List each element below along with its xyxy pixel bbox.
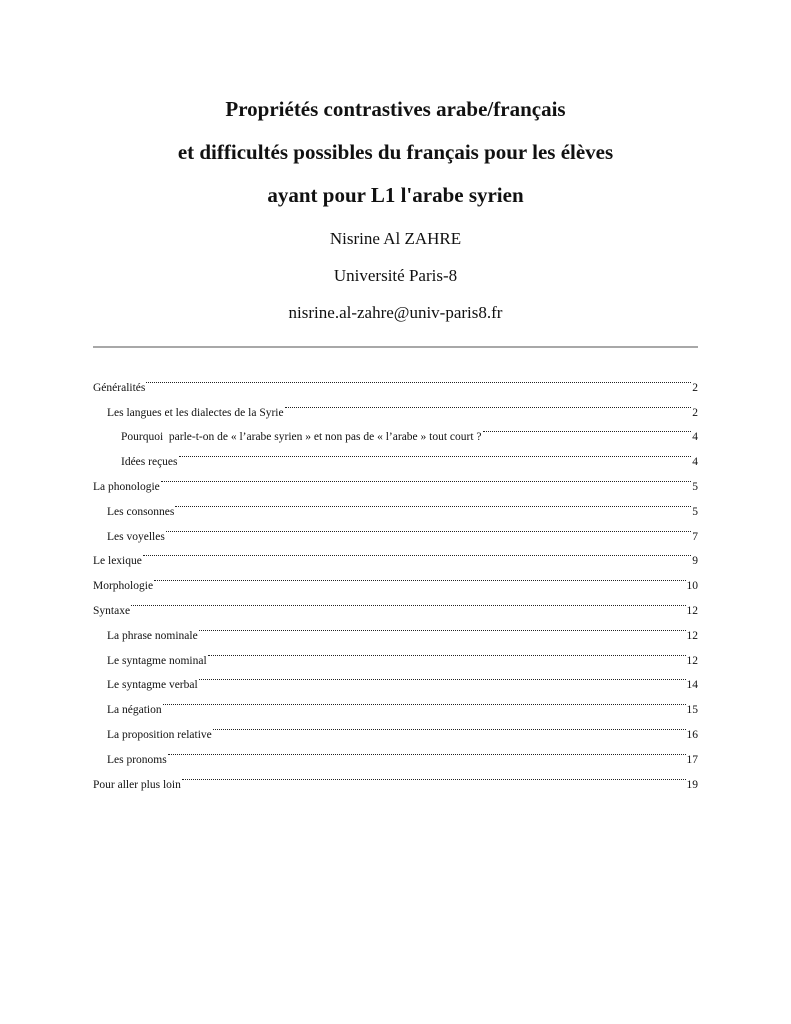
title-line-1: Propriétés contrastives arabe/français	[225, 97, 566, 121]
toc-entry-page: 2	[692, 381, 698, 394]
author-block	[0, 220, 791, 331]
toc-dot-leader	[208, 639, 686, 664]
toc-entry-voyelles[interactable]	[93, 515, 698, 543]
toc-dot-leader	[163, 688, 686, 713]
toc-entry-page: 15	[686, 704, 698, 717]
horizontal-rule	[93, 346, 698, 348]
toc-entry-generalites[interactable]	[93, 366, 698, 394]
toc-entry-page: 9	[692, 555, 698, 568]
toc-entry-label: Morphologie	[93, 580, 154, 593]
toc-entry-proposition-relative[interactable]	[93, 713, 698, 741]
toc-entry-label: Pour aller plus loin	[93, 778, 181, 791]
toc-entry-negation[interactable]	[93, 688, 698, 717]
toc-entry-label: Les pronoms	[107, 753, 167, 766]
toc-entry-label: Les consonnes	[107, 505, 175, 518]
toc-dot-leader	[166, 515, 691, 540]
toc-entry-page: 5	[692, 505, 698, 518]
toc-entry-consonnes[interactable]	[93, 490, 698, 518]
toc-dot-leader	[182, 763, 686, 788]
toc-dot-leader	[143, 540, 691, 565]
toc-entry-page: 10	[686, 580, 698, 593]
title-line-3: ayant pour L1 l'arabe syrien	[267, 183, 524, 207]
toc-entry-label: Le lexique	[93, 555, 142, 568]
toc-entry-label: Le syntagme nominal	[107, 654, 207, 667]
toc-dot-leader	[285, 391, 692, 416]
document-title	[0, 88, 791, 217]
toc-entry-label: Généralités	[93, 381, 146, 394]
toc-dot-leader	[161, 465, 692, 490]
toc-entry-label: Idées reçues	[121, 456, 178, 469]
toc-entry-page: 12	[686, 604, 698, 617]
toc-entry-label: La phrase nominale	[107, 629, 198, 642]
toc-entry-phonologie[interactable]	[93, 465, 698, 493]
toc-entry-page: 14	[686, 679, 698, 692]
toc-dot-leader	[483, 416, 692, 441]
toc-entry-page: 5	[692, 480, 698, 493]
toc-entry-page: 12	[686, 629, 698, 642]
toc-entry-langues-dialectes[interactable]	[93, 391, 698, 419]
table-of-contents	[93, 366, 698, 791]
toc-entry-page: 12	[686, 654, 698, 667]
author-email: nisrine.al-zahre@univ-paris8.fr	[288, 303, 503, 322]
toc-entry-phrase-nominale[interactable]	[93, 614, 698, 642]
toc-entry-label: La proposition relative	[107, 728, 212, 741]
toc-dot-leader	[131, 589, 685, 614]
toc-entry-label: Pourquoi parle-t-on de « l’arabe syrien » et non pas de « l’arabe » tout court ?	[121, 431, 482, 444]
toc-entry-aller-plus-loin[interactable]	[93, 763, 698, 791]
toc-entry-page: 16	[686, 728, 698, 741]
toc-entry-idees-recues[interactable]	[93, 440, 698, 469]
toc-entry-label: Les voyelles	[107, 530, 165, 543]
toc-dot-leader	[199, 614, 686, 639]
toc-entry-label: Le syntagme verbal	[107, 679, 198, 692]
toc-dot-leader	[199, 664, 686, 689]
toc-entry-page: 19	[686, 778, 698, 791]
toc-entry-label: La négation	[107, 704, 162, 717]
toc-entry-page: 17	[686, 753, 698, 766]
toc-entry-label: Syntaxe	[93, 604, 131, 617]
toc-entry-label: Les langues et les dialectes de la Syrie	[107, 406, 284, 419]
toc-entry-morphologie[interactable]	[93, 564, 698, 593]
title-line-2: et difficultés possibles du français pour les élèves	[177, 140, 614, 164]
author-name: Nisrine Al ZAHRE	[329, 229, 462, 248]
toc-entry-page: 4	[692, 456, 698, 469]
toc-entry-lexique[interactable]	[93, 540, 698, 568]
toc-entry-page: 4	[692, 431, 698, 444]
toc-dot-leader	[213, 713, 686, 738]
toc-entry-page: 2	[692, 406, 698, 419]
author-affiliation: Université Paris-8	[333, 266, 458, 285]
toc-entry-page: 7	[692, 530, 698, 543]
toc-dot-leader	[154, 564, 685, 589]
toc-entry-label: La phonologie	[93, 480, 160, 493]
toc-dot-leader	[168, 738, 686, 763]
toc-entry-pronoms[interactable]	[93, 738, 698, 766]
toc-dot-leader	[179, 440, 692, 465]
toc-dot-leader	[146, 366, 691, 391]
toc-dot-leader	[175, 490, 691, 515]
toc-entry-syntaxe[interactable]	[93, 589, 698, 617]
